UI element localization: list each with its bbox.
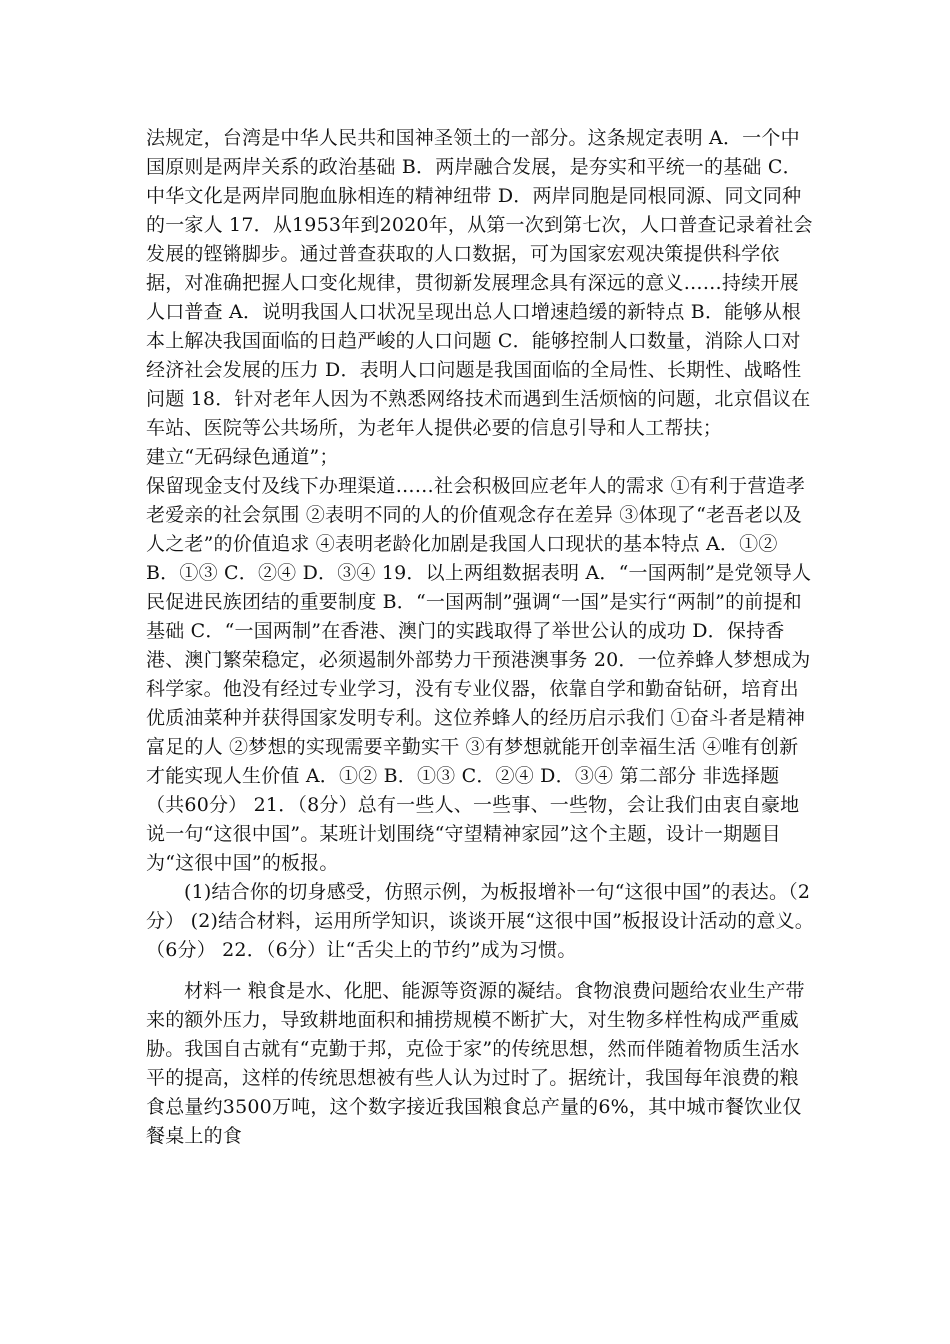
- paragraph-question-21-22: (1)结合你的切身感受，仿照示例，为板报增补一句“这很中国”的表达。（2分） (2)结合材料，运用所学知识，谈谈开展“这很中国”板报设计活动的意义。（6分） 22．（6分）让“舌尖上的节约”成为习惯。: [146, 881, 814, 961]
- document-body: [146, 124, 814, 1151]
- paragraph-green-channel: 建立“无码绿色通道”；: [146, 446, 339, 468]
- paragraph-questions-16-18: 法规定，台湾是中华人民共和国神圣领土的一部分。这条规定表明 A．一个中国原则是两岸关系的政治基础 B．两岸融合发展，是夯实和平统一的基础 C．中华文化是两岸同胞血脉相连的精神纽带 D．两岸同胞是同根同源、同文同种的一家人 17．从1953年到2020年，从第一次到第七次，人口普查记录着社会发展的铿锵脚步。通过普查获取的人口数据，可为国家宏观决策提供科学依据，对准确把握人口变化规律，贯彻新发展理念具有深远的意义……持续开展人口普查 A．说明我国人口状况呈现出总人口增速趋缓的新特点 B．能够从根本上解决我国面临的日趋严峻的人口问题 C．能够控制人口数量，消除人口对经济社会发展的压力 D．表明人口问题是我国面临的全局性、长期性、战略性问题 18．针对老年人因为不熟悉网络技术而遇到生活烦恼的问题，北京倡议在车站、医院等公共场所，为老年人提供必要的信息引导和人工帮扶；: [146, 127, 813, 439]
- paragraph-material-one: 材料一 粮食是水、化肥、能源等资源的凝结。食物浪费问题给农业生产带来的额外压力，导致耕地面积和捕捞规模不断扩大，对生物多样性构成严重威胁。我国自古就有“克勤于邦，克俭于家”的传统思想，然而伴随着物质生活水平的提高，这样的传统思想被有些人认为过时了。据统计，我国每年浪费的粮食总量约3500万吨，这个数字接近我国粮食总产量的6%，其中城市餐饮业仅餐桌上的食: [146, 980, 805, 1147]
- paragraph-questions-18-21: 保留现金支付及线下办理渠道……社会积极回应老年人的需求 ①有利于营造孝老爱亲的社会氛围 ②表明不同的人的价值观念存在差异 ③体现了“老吾老以及人之老”的价值追求 ④表明老龄化加剧是我国人口现状的基本特点 A．①② B．①③ C．②④ D．③④ 19．以上两组数据表明 A．“一国两制”是党领导人民促进民族团结的重要制度 B．“一国两制”强调“一国”是实行“两制”的前提和基础 C．“一国两制”在香港、澳门的实践取得了举世公认的成功 D．保持香港、澳门繁荣稳定，必须遏制外部势力干预港澳事务 20．一位养蜂人梦想成为科学家。他没有经过专业学习，没有专业仪器，依靠自学和勤奋钻研，培育出优质油菜种并获得国家发明专利。这位养蜂人的经历启示我们 ①奋斗者是精神富足的人 ②梦想的实现需要辛勤实干 ③有梦想就能开创幸福生活 ④唯有创新才能实现人生价值 A．①② B．①③ C．②④ D．③④ 第二部分 非选择题（共60分） 21．（8分）总有一些人、一些事、一些物，会让我们由衷自豪地说一句“这很中国”。某班计划围绕“守望精神家园”这个主题，设计一期题目为“这很中国”的板报。: [146, 475, 812, 874]
